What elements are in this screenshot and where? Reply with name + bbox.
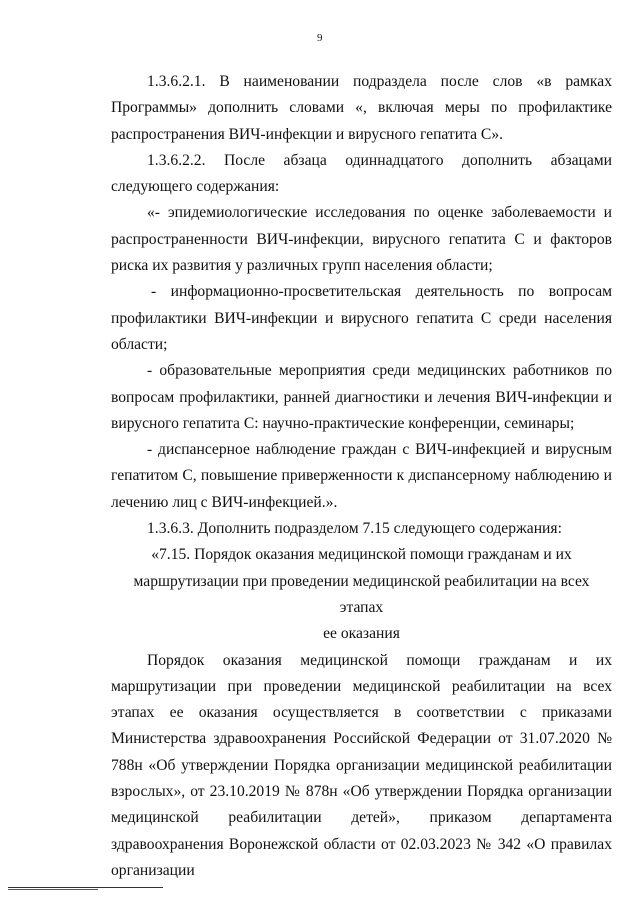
paragraph-1-3-6-2-1: 1.3.6.2.1. В наименовании подраздела после слов «в рамках Программы» дополнить словами «, включая меры по профилактике распространения ВИЧ-инфекции и вирусного гепатита С». bbox=[111, 73, 612, 143]
paragraph-1-3-6-3: 1.3.6.3. Дополнить подразделом 7.15 следующего содержания: bbox=[147, 520, 562, 538]
document-body bbox=[111, 69, 612, 884]
list-item-dispensary: - диспансерное наблюдение граждан с ВИЧ-инфекцией и вирусным гепатитом С, повышение приверженности к диспансерному наблюдению и лечению лиц с ВИЧ-инфекцией.». bbox=[111, 441, 612, 511]
paragraph-1-3-6-2-2: 1.3.6.2.2. После абзаца одиннадцатого дополнить абзацами следующего содержания: bbox=[111, 151, 612, 196]
footer-rule bbox=[8, 887, 163, 888]
list-item-education: - образовательные мероприятия среди медицинских работников по вопросам профилактики, ранней диагностики и лечения ВИЧ-инфекции и вирусного гепатита С: научно-практические конференции, семинары; bbox=[111, 362, 612, 432]
list-item-epidemiology: «- эпидемиологические исследования по оценке заболеваемости и распространенности ВИЧ-инфекции, вирусного гепатита С и факторов риска их развития у различных групп населения области; bbox=[111, 204, 612, 275]
paragraph-procedure: Порядок оказания медицинской помощи гражданам и их маршрутизации при проведении медицинской реабилитации на всех этапах ее оказания осуществляется в соответствии с приказами Министерства здравоохранения Российской Федерации от 31.07.2020 № 788н «Об утверждении Порядка организации медицинской реабилитации взрослых», от 23.10.2019 № 878н «Об утверждении Порядка организации медицинской реабилитации детей», приказом департамента здравоохранения Воронежской области от 02.03.2023 № 342 «О правилах организации bbox=[111, 651, 612, 879]
footer-rule-short bbox=[8, 889, 98, 890]
section-title-line-1: «7.15. Порядок оказания медицинской помощи гражданам и их bbox=[151, 546, 572, 564]
section-title-line-3: ее оказания bbox=[323, 625, 400, 643]
section-title-line-2: маршрутизации при проведении медицинской реабилитации на всех этапах bbox=[133, 572, 590, 616]
list-item-information: - информационно-просветительская деятельность по вопросам профилактики ВИЧ-инфекции и вирусного гепатита С среди населения области; bbox=[111, 283, 612, 353]
page-number: 9 bbox=[317, 32, 323, 44]
